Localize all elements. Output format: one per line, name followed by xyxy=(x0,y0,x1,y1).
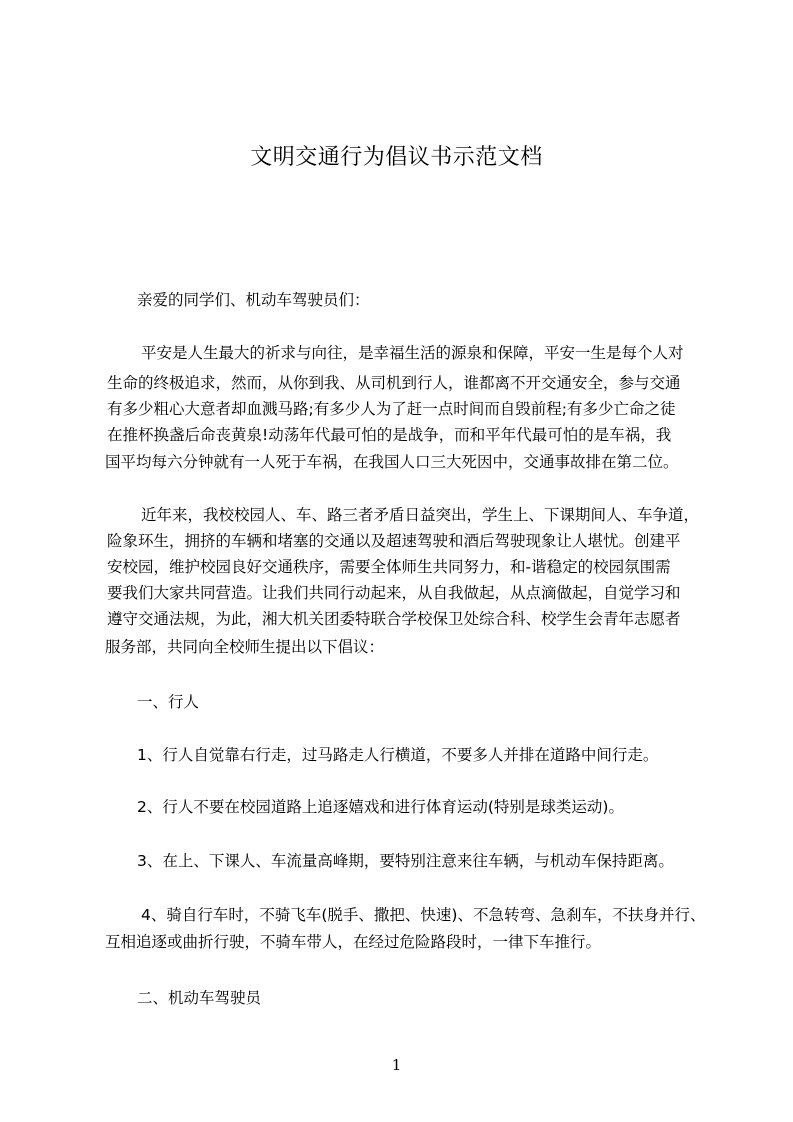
list-item: 2、行人不要在校园道路上追逐嬉戏和进行体育运动(特别是球类运动)。 xyxy=(137,798,624,816)
document-title: 文明交通行为倡议书示范文档 xyxy=(250,145,543,170)
page-number: 1 xyxy=(391,1056,402,1074)
list-item: 互相追逐或曲折行驶，不骑车带人，在经过危险路段时，一律下车推行。 xyxy=(105,933,602,951)
greeting-line: 亲爱的同学们、机动车驾驶员们： xyxy=(137,291,370,309)
paragraph-line: 险象环生，拥挤的车辆和堵塞的交通以及超速驾驶和酒后驾驶现象让人堪忧。创建平 xyxy=(107,532,681,550)
paragraph-line: 平安是人生最大的祈求与向往，是幸福生活的源泉和保障，平安一生是每个人对 xyxy=(141,344,684,362)
paragraph-line: 国平均每六分钟就有一人死于车祸，在我国人口三大死因中，交通事故排在第二位。 xyxy=(105,453,679,471)
paragraph-line: 遵守交通法规，为此，湘大机关团委特联合学校保卫处综合科、校学生会青年志愿者 xyxy=(107,610,681,628)
list-item: 3、在上、下课人、车流量高峰期，要特别注意来往车辆，与机动车保持距离。 xyxy=(137,852,674,870)
section-heading: 一、行人 xyxy=(137,693,200,711)
paragraph-line: 要我们大家共同营造。让我们共同行动起来，从自我做起，从点滴做起，自觉学习和 xyxy=(107,584,681,602)
paragraph-line: 服务部，共同向全校师生提出以下倡议： xyxy=(105,638,385,656)
paragraph-line: 生命的终极追求，然而，从你到我、从司机到行人，谁都离不开交通安全，参与交通 xyxy=(107,374,681,392)
section-heading: 二、机动车驾驶员 xyxy=(137,989,262,1007)
list-item: 4、骑自行车时，不骑飞车(脱手、撒把、快速)、不急转弯、急刹车，不扶身并行、 xyxy=(141,906,706,924)
paragraph-line: 安校园，维护校园良好交通秩序，需要全体师生共同努力，和-谐稳定的校园氛围需 xyxy=(107,558,671,576)
paragraph-line: 近年来，我校校园人、车、路三者矛盾日益突出，学生上、下课期间人、车争道， xyxy=(141,506,700,524)
paragraph-line: 在推杯换盏后命丧黄泉!动荡年代最可怕的是战争，而和平年代最可怕的是车祸，我 xyxy=(107,426,672,444)
list-item: 1、行人自觉靠右行走，过马路走人行横道，不要多人并排在道路中间行走。 xyxy=(137,746,659,764)
paragraph-line: 有多少粗心大意者却血溅马路;有多少人为了赶一点时间而自毁前程;有多少亡命之徒 xyxy=(107,400,676,418)
